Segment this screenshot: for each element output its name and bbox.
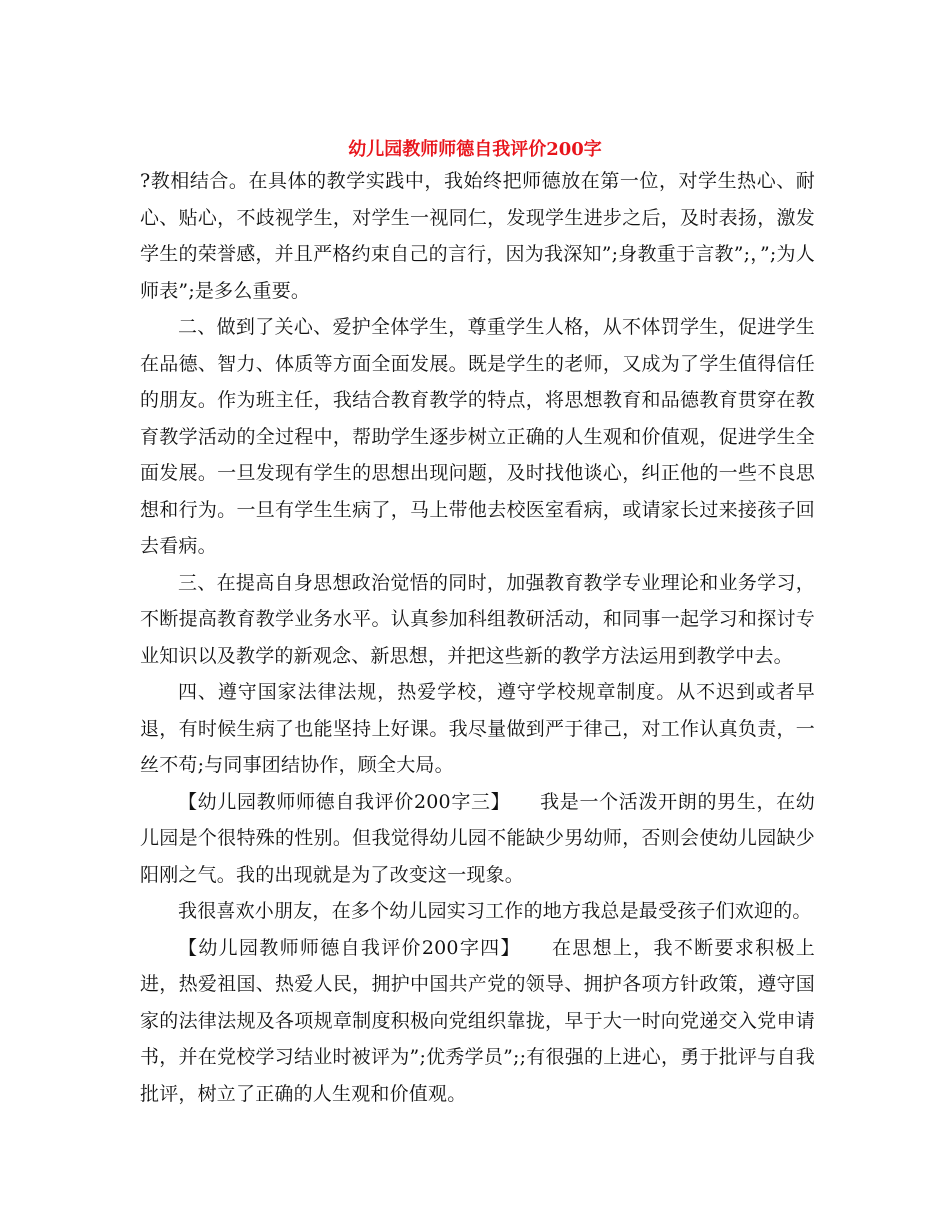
paragraph: 二、做到了关心、爱护全体学生，尊重学生人格，从不体罚学生，促进学生在品德、智力、体质等方面全面发展。既是学生的老师，又成为了学生值得信任的朋友。作为班主任，我结合教育教学的特点，将思想教育和品德教育贯穿在教育教学活动的全过程中，帮助学生逐步树立正确的人生观和价值观，促进学生全面发展。一旦发现有学生的思想出现问题，及时找他谈心，纠正他的一些不良思想和行为。一旦有学生生病了，马上带他去校医室看病，或请家长过来接孩子回去看病。 [140, 316, 815, 557]
paragraph: 三、在提高自身思想政治觉悟的同时，加强教育教学专业理论和业务学习，不断提高教育教学业务水平。认真参加科组教研活动，和同事一起学习和探讨专业知识以及教学的新观念、新思想，并把这些新的教学方法运用到教学中去。 [140, 571, 815, 667]
paragraph: 我很喜欢小朋友，在多个幼儿园实习工作的地方我总是最受孩子们欢迎的。 [178, 900, 812, 922]
paragraph: 四、遵守国家法律法规，热爱学校，遵守学校规章制度。从不迟到或者早退，有时候生病了也能坚持上好课。我尽量做到严于律己，对工作认真负责，一丝不苟;与同事团结协作，顾全大局。 [140, 681, 815, 776]
paragraph: ?教相结合。在具体的教学实践中，我始终把师德放在第一位，对学生热心、耐心、贴心，不歧视学生，对学生一视同仁，发现学生进步之后，及时表扬，激发学生的荣誉感，并且严格约束自己的言行，因为我深知”;身教重于言教”;，”;为人师表”;是多么重要。 [140, 170, 815, 302]
document-body [140, 163, 815, 1112]
document-title: 幼儿园教师师德自我评价200字 [348, 139, 602, 160]
paragraph: 【幼儿园教师师德自我评价200字四】 在思想上，我不断要求积极上进，热爱祖国、热爱人民，拥护中国共产党的领导、拥护各项方针政策，遵守国家的法律法规及各项规章制度积极向党组织靠拢，早于大一时向党递交入党申请书，并在党校学习结业时被评为”;优秀学员”;;有很强的上进心，勇于批评与自我批评，树立了正确的人生观和价值观。 [140, 936, 815, 1105]
paragraph: 【幼儿园教师师德自我评价200字三】 我是一个活泼开朗的男生，在幼儿园是个很特殊的性别。但我觉得幼儿园不能缺少男幼师，否则会使幼儿园缺少阳刚之气。我的出现就是为了改变这一现象。 [140, 790, 815, 886]
